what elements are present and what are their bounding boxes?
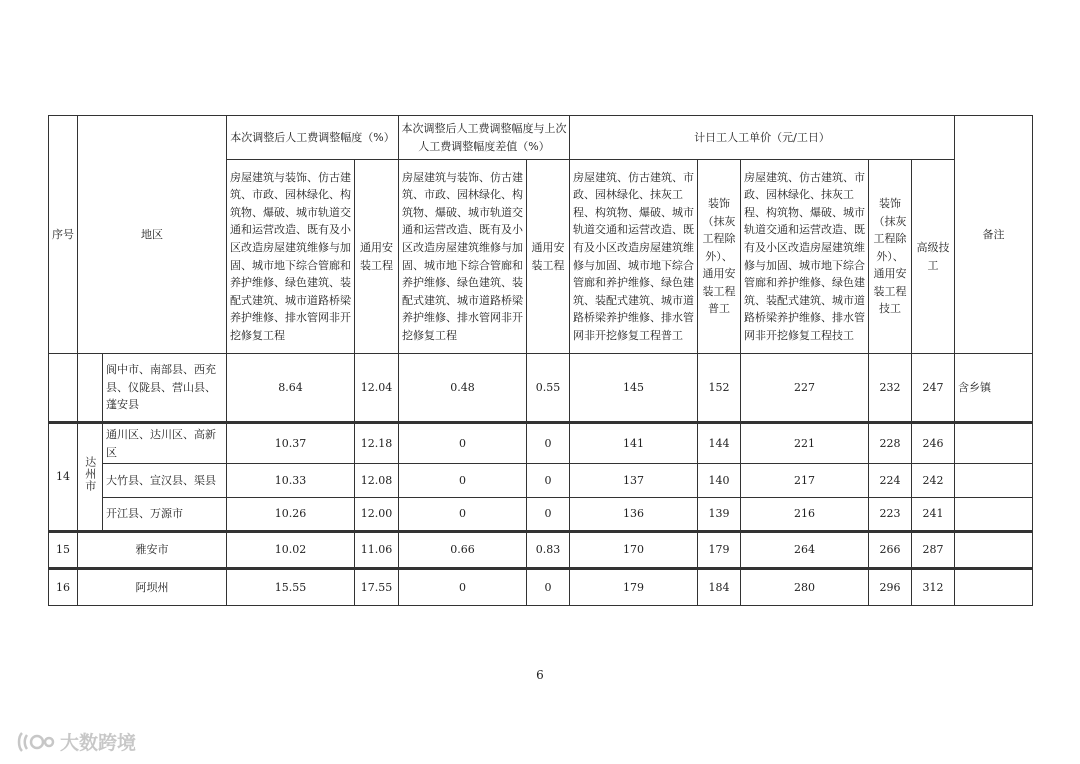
row-remark: [955, 464, 1033, 498]
row-diff-install: 0.83: [527, 532, 570, 569]
header-remarks: 备注: [955, 116, 1033, 354]
row-price-decoration-technician: 224: [869, 464, 912, 498]
header-region: 地区: [78, 116, 227, 354]
header-seq: 序号: [49, 116, 78, 354]
row-price-general-technician: 221: [741, 423, 869, 464]
row-adj-install: 12.08: [355, 464, 399, 498]
row-remark: [955, 569, 1033, 606]
row-price-decoration-worker: 152: [698, 354, 741, 423]
row-price-general-worker: 170: [570, 532, 698, 569]
row-remark: 含乡镇: [955, 354, 1033, 423]
row-adj-install: 12.18: [355, 423, 399, 464]
row-price-senior-technician: 242: [912, 464, 955, 498]
row-diff-general: 0.66: [399, 532, 527, 569]
header-decoration-technician: 装饰（抹灰工程除外）、通用安装工程技工: [869, 160, 912, 354]
row-price-general-technician: 280: [741, 569, 869, 606]
header-adj-installation: 通用安装工程: [355, 160, 399, 354]
row-price-general-technician: 227: [741, 354, 869, 423]
table-row: [49, 354, 1033, 423]
row-adj-install: 12.00: [355, 498, 399, 532]
row-seq: 15: [49, 532, 78, 569]
row-adj-install: 11.06: [355, 532, 399, 569]
header-difference-group: 本次调整后人工费调整幅度与上次人工费调整幅度差值（%）: [399, 116, 570, 160]
row-price-senior-technician: 241: [912, 498, 955, 532]
row-adj-general: 15.55: [227, 569, 355, 606]
row-price-senior-technician: 287: [912, 532, 955, 569]
row-price-general-technician: 217: [741, 464, 869, 498]
watermark: [16, 728, 136, 755]
row-price-decoration-technician: 232: [869, 354, 912, 423]
header-unit-price-group: 计日工人工单价（元/工日）: [570, 116, 955, 160]
row-adj-general: 10.37: [227, 423, 355, 464]
row-seq: [49, 354, 78, 423]
row-adj-install: 17.55: [355, 569, 399, 606]
ds-logo-icon: [16, 729, 56, 755]
watermark-text: 大数跨境: [60, 732, 137, 754]
row-region: 阆中市、南部县、西充县、仪陇县、营山县、蓬安县: [103, 354, 227, 423]
row-price-senior-technician: 312: [912, 569, 955, 606]
row-diff-general: 0: [399, 423, 527, 464]
row-price-general-worker: 145: [570, 354, 698, 423]
row-city: [78, 423, 103, 532]
row-diff-install: 0: [527, 498, 570, 532]
labor-price-table: [48, 115, 1033, 606]
row-adj-general: 10.02: [227, 532, 355, 569]
row-adj-general: 10.26: [227, 498, 355, 532]
row-region: 雅安市: [78, 532, 227, 569]
row-price-decoration-technician: 228: [869, 423, 912, 464]
row-price-senior-technician: 246: [912, 423, 955, 464]
row-price-general-worker: 137: [570, 464, 698, 498]
header-adjustment-group: 本次调整后人工费调整幅度（%）: [227, 116, 399, 160]
row-diff-install: 0.55: [527, 354, 570, 423]
header-general-technician: 房屋建筑、仿古建筑、市政、园林绿化、抹灰工程、构筑物、爆破、城市轨道交通和运营改造、既有及小区改造房屋建筑维修与加固、城市地下综合管廊和养护维修、绿色建筑、装配式建筑、城市道路桥梁养护维修、排水管网非开挖修复工程技工: [741, 160, 869, 354]
row-region: 通川区、达川区、高新区: [103, 423, 227, 464]
row-diff-general: 0: [399, 569, 527, 606]
row-diff-general: 0: [399, 464, 527, 498]
header-diff-installation: 通用安装工程: [527, 160, 570, 354]
row-region: 开江县、万源市: [103, 498, 227, 532]
row-diff-general: 0: [399, 498, 527, 532]
row-price-decoration-worker: 144: [698, 423, 741, 464]
row-price-decoration-worker: 140: [698, 464, 741, 498]
row-price-general-worker: 179: [570, 569, 698, 606]
page-number: 6: [536, 668, 544, 682]
row-diff-install: 0: [527, 569, 570, 606]
row-price-decoration-worker: 139: [698, 498, 741, 532]
row-price-general-worker: 141: [570, 423, 698, 464]
row-price-general-technician: 264: [741, 532, 869, 569]
table-row: [49, 498, 1033, 532]
row-price-senior-technician: 247: [912, 354, 955, 423]
row-price-decoration-technician: 223: [869, 498, 912, 532]
row-city: [78, 354, 103, 423]
row-price-decoration-technician: 266: [869, 532, 912, 569]
header-diff-general-construction: 房屋建筑与装饰、仿古建筑、市政、园林绿化、构筑物、爆破、城市轨道交通和运营改造、既有及小区改造房屋建筑维修与加固、城市地下综合管廊和养护维修、绿色建筑、装配式建筑、城市道路桥梁养护维修、排水管网非开挖修复工程: [399, 160, 527, 354]
row-price-general-worker: 136: [570, 498, 698, 532]
row-diff-install: 0: [527, 464, 570, 498]
header-general-worker: 房屋建筑、仿古建筑、市政、园林绿化、抹灰工程、构筑物、爆破、城市轨道交通和运营改造、既有及小区改造房屋建筑维修与加固、城市地下综合管廊和养护维修、绿色建筑、装配式建筑、城市道路桥梁养护维修、排水管网非开挖修复工程普工: [570, 160, 698, 354]
header-adj-general-construction: 房屋建筑与装饰、仿古建筑、市政、园林绿化、构筑物、爆破、城市轨道交通和运营改造、既有及小区改造房屋建筑维修与加固、城市地下综合管廊和养护维修、绿色建筑、装配式建筑、城市道路桥梁养护维修、排水管网非开挖修复工程: [227, 160, 355, 354]
header-decoration-worker: 装饰（抹灰工程除外）、通用安装工程普工: [698, 160, 741, 354]
row-diff-install: 0: [527, 423, 570, 464]
table-row: [49, 423, 1033, 464]
row-seq: 14: [49, 423, 78, 532]
row-price-decoration-technician: 296: [869, 569, 912, 606]
row-price-general-technician: 216: [741, 498, 869, 532]
row-price-decoration-worker: 179: [698, 532, 741, 569]
row-diff-general: 0.48: [399, 354, 527, 423]
city-label: 达州市: [83, 456, 97, 493]
row-remark: [955, 423, 1033, 464]
row-remark: [955, 498, 1033, 532]
table-row: [49, 532, 1033, 569]
header-senior-technician: 高级技工: [912, 160, 955, 354]
row-adj-general: 10.33: [227, 464, 355, 498]
row-region: 阿坝州: [78, 569, 227, 606]
row-adj-general: 8.64: [227, 354, 355, 423]
table-row: [49, 464, 1033, 498]
table-row: [49, 569, 1033, 606]
row-seq: 16: [49, 569, 78, 606]
row-adj-install: 12.04: [355, 354, 399, 423]
row-price-decoration-worker: 184: [698, 569, 741, 606]
row-region: 大竹县、宣汉县、渠县: [103, 464, 227, 498]
row-remark: [955, 532, 1033, 569]
